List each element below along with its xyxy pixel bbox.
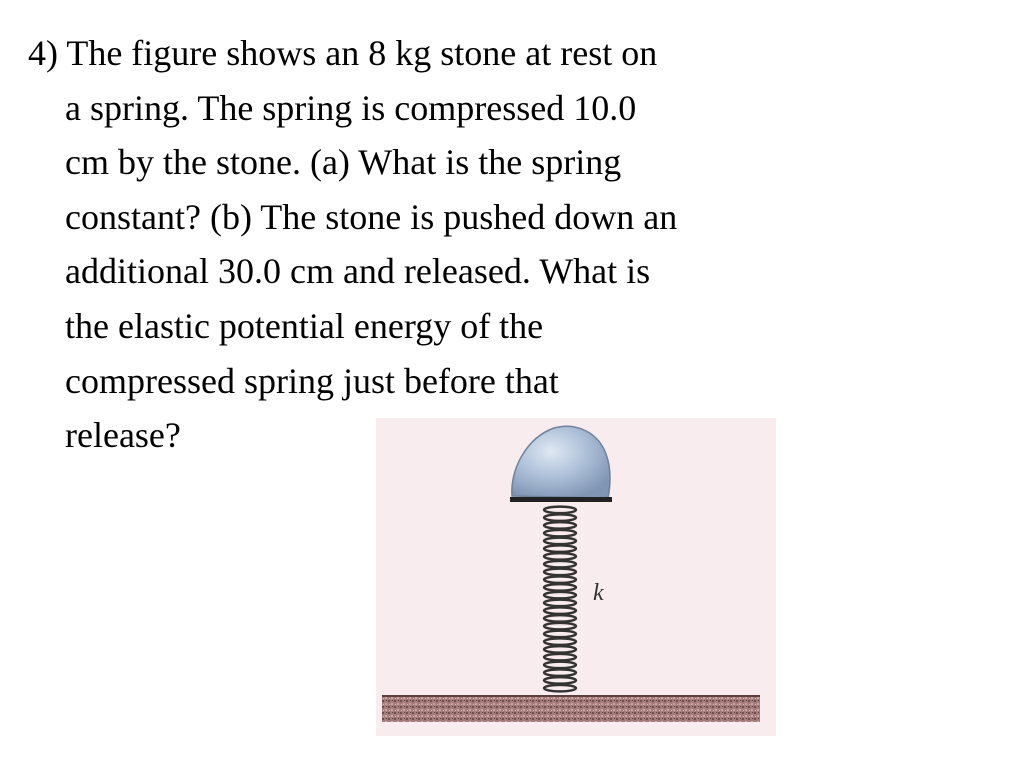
spring-turn <box>544 584 576 591</box>
spring-turn <box>544 522 576 529</box>
problem-line-3: cm by the stone. (a) What is the spring <box>65 142 622 183</box>
problem-line-1: 4) The figure shows an 8 kg stone at rest on <box>28 33 658 73</box>
problem-text <box>28 26 858 463</box>
ground <box>382 696 760 722</box>
spring-turn <box>544 607 576 614</box>
spring-stone-figure <box>376 418 776 736</box>
problem-line-2: a spring. The spring is compressed 10.0 <box>65 87 637 128</box>
spring-turn <box>544 669 576 676</box>
spring-turn <box>544 646 576 653</box>
spring-turn <box>544 561 576 568</box>
problem-line-4: constant? (b) The stone is pushed down an <box>65 196 678 237</box>
spring-turn <box>544 576 576 583</box>
spring-turn <box>544 623 576 630</box>
spring-turn <box>544 677 576 684</box>
spring-turn <box>544 553 576 560</box>
problem-line-5: additional 30.0 cm and released. What is <box>65 251 651 292</box>
spring-turn <box>544 638 576 645</box>
spring-turn <box>544 662 576 669</box>
spring-turn <box>544 538 576 545</box>
spring-turn <box>544 631 576 638</box>
spring-coil <box>544 507 576 692</box>
spring-turn <box>544 507 576 514</box>
spring-diagram <box>376 418 776 736</box>
spring-plate <box>510 497 612 502</box>
stone <box>512 426 610 498</box>
spring-turn <box>544 615 576 622</box>
spring-constant-label: k <box>593 580 604 606</box>
spring-turn <box>544 514 576 521</box>
spring-turn <box>544 530 576 537</box>
problem-line-6: the elastic potential energy of the <box>65 305 544 346</box>
spring-turn <box>544 545 576 552</box>
spring-turn <box>544 592 576 599</box>
spring-turn <box>544 685 576 692</box>
problem-line-7: compressed spring just before that <box>65 360 559 401</box>
spring-turn <box>544 654 576 661</box>
spring-turn <box>544 600 576 607</box>
spring-turn <box>544 569 576 576</box>
problem-line-8: release? <box>65 415 181 456</box>
